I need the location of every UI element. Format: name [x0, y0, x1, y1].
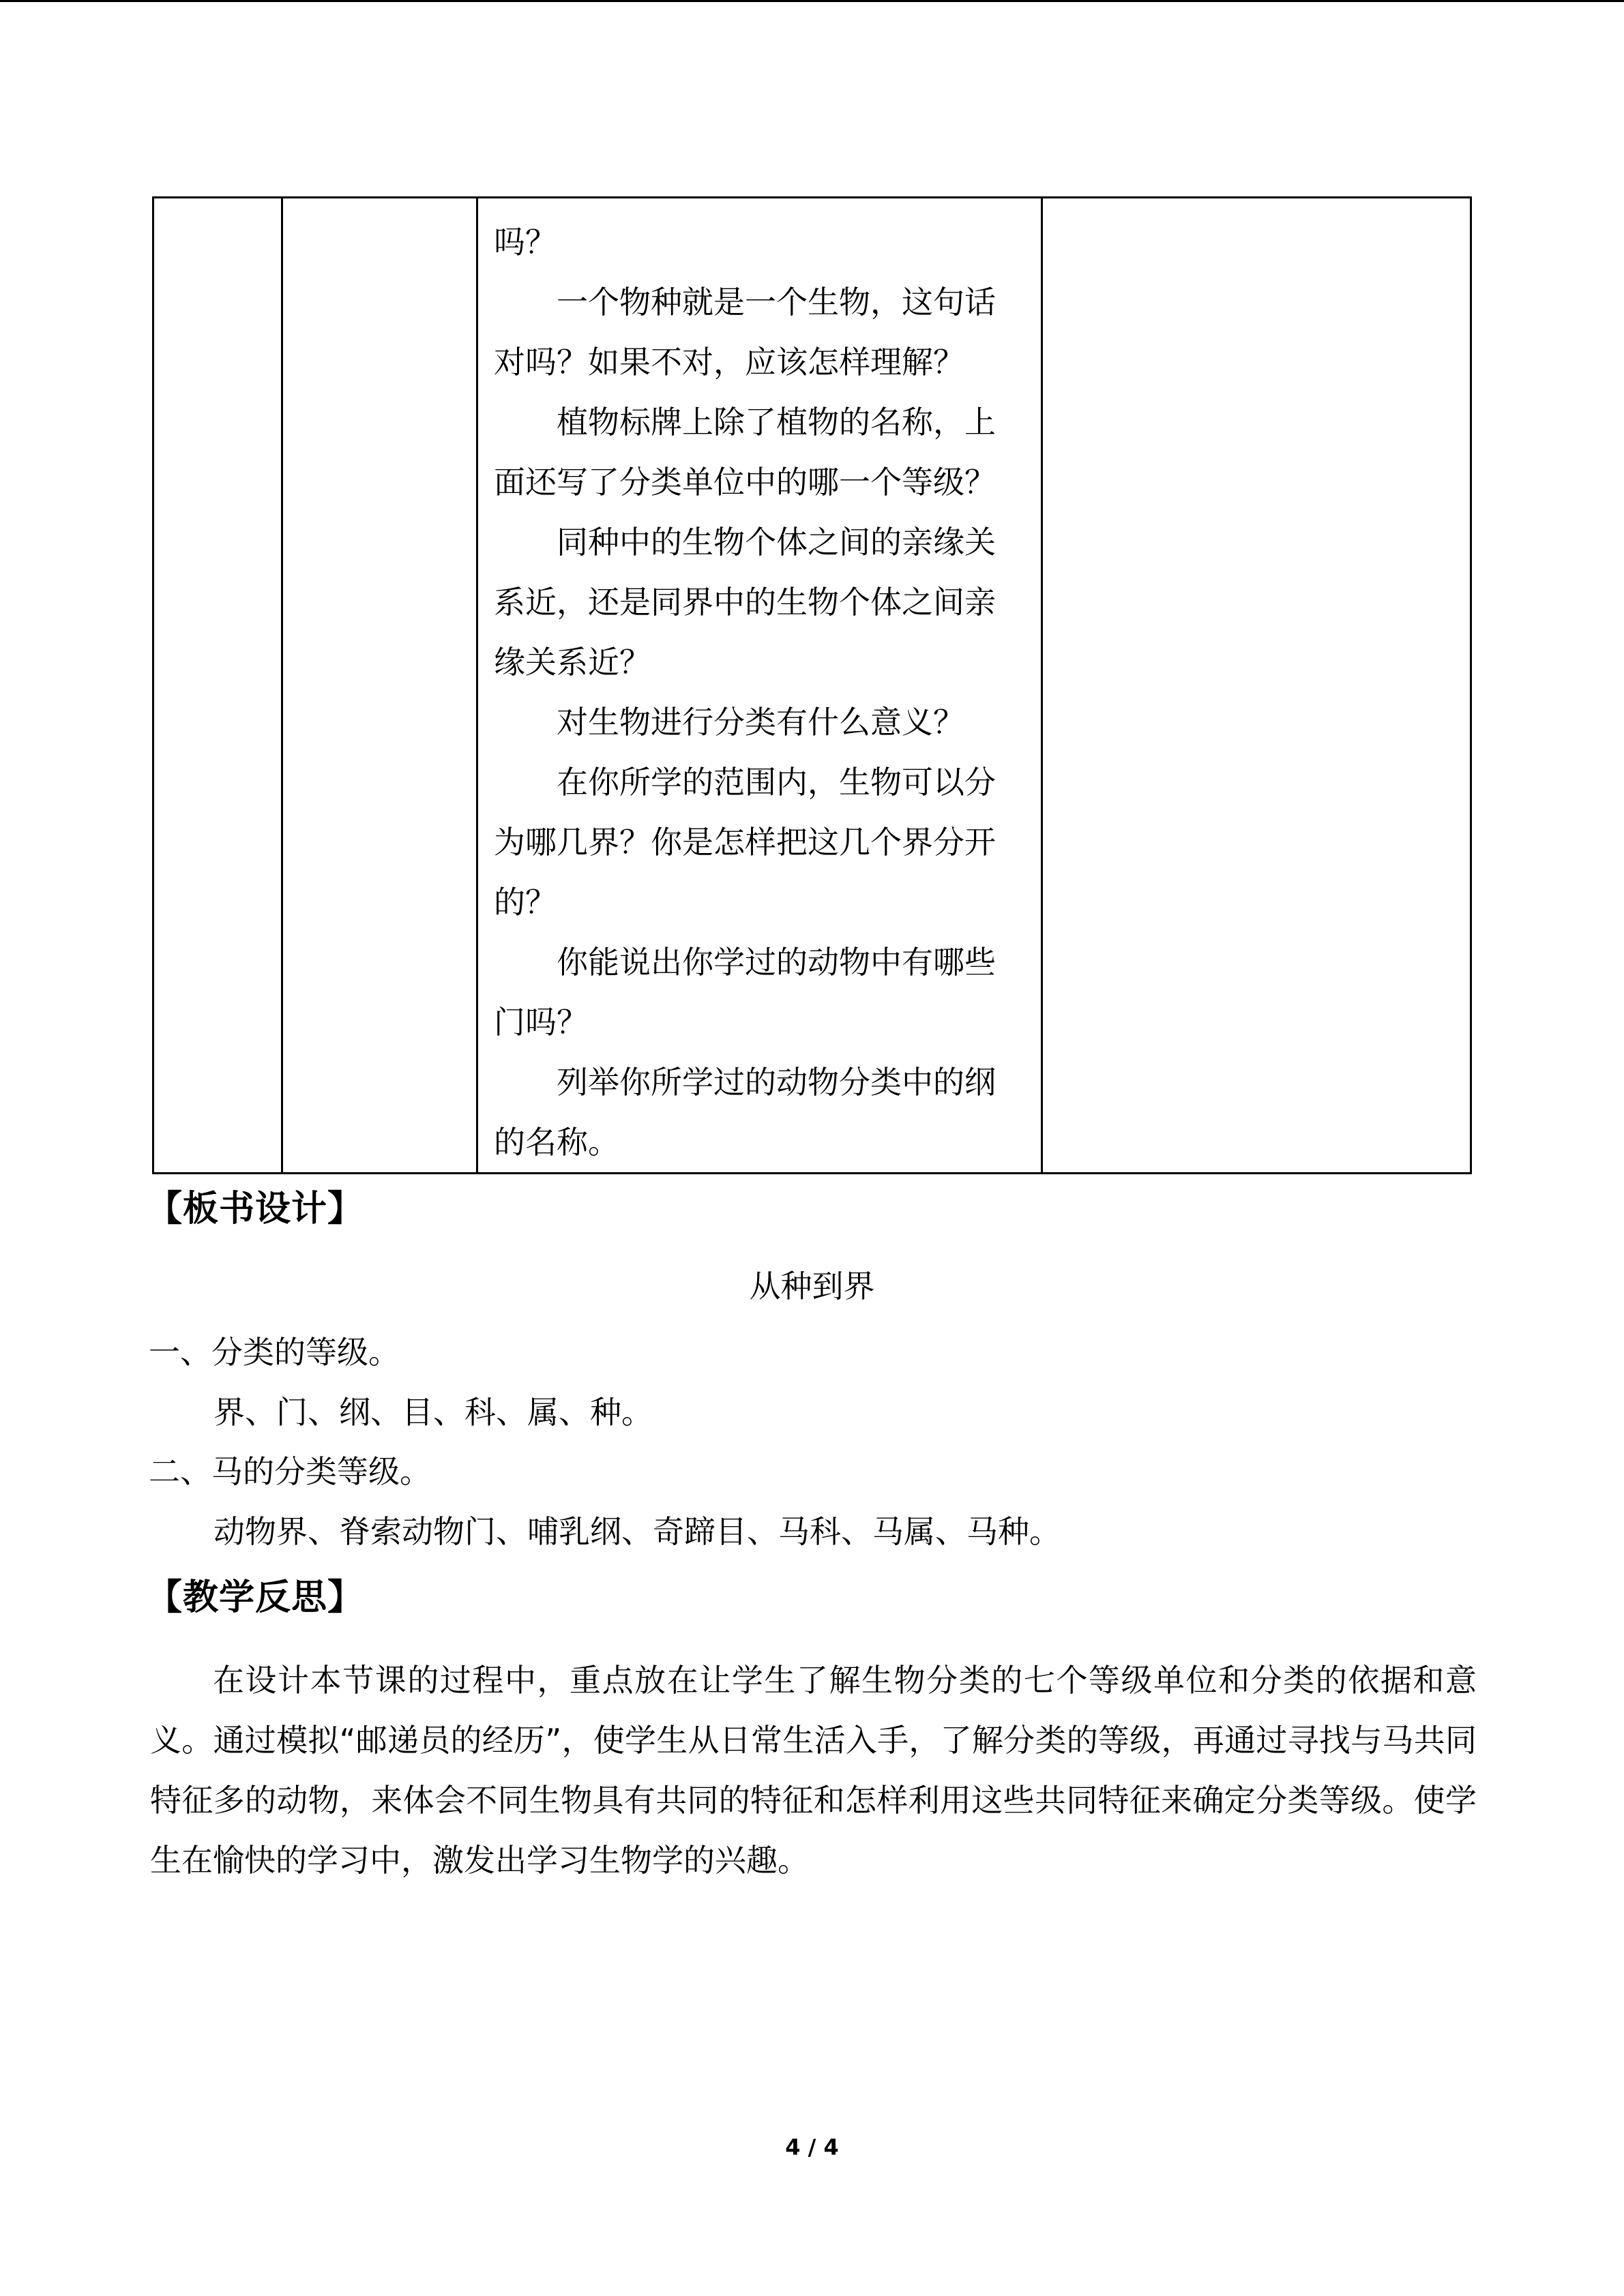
question-list — [478, 198, 1041, 1172]
question-line: 对生物进行分类有什么意义？ — [557, 704, 964, 741]
board-design-heading: 【板书设计】 — [147, 1189, 364, 1229]
question-line: 缘关系近？ — [494, 644, 651, 681]
table-cell-teacher — [282, 198, 477, 1174]
question-line: 列举你所学过的动物分类中的纲 — [557, 1064, 996, 1101]
question-line: 的名称。 — [494, 1124, 619, 1161]
table-cell-stage — [153, 198, 282, 1174]
page-number: 4 / 4 — [785, 2134, 839, 2160]
question-line: 植物标牌上除了植物的名称，上 — [557, 404, 996, 441]
question-line: 你能说出你学过的动物中有哪些 — [557, 944, 996, 981]
question-line: 系近，还是同界中的生物个体之间亲 — [494, 584, 996, 621]
table-cell-notes — [1042, 198, 1471, 1174]
lesson-table — [152, 196, 1472, 1174]
question-line: 面还写了分类单位中的哪一个等级？ — [494, 464, 996, 501]
question-line: 吗？ — [494, 224, 557, 260]
board-item1-title: 一、分类的等级。 — [149, 1334, 400, 1371]
page-top-border — [0, 0, 1624, 2]
board-item1-content: 界、门、纲、目、科、属、种。 — [213, 1394, 653, 1431]
board-title: 从种到界 — [749, 1268, 875, 1304]
reflection-paragraph: 在设计本节课的过程中，重点放在让学生了解生物分类的七个等级单位和分类的依据和意义。通过模拟“邮递员的经历”，使学生从日常生活入手，了解分类的等级，再通过寻找与马共同特征多的动物，来体会不同生物具有共同的特征和怎样利用这些共同特征来确定分类等级。使学生在愉快的学习中，激发出学习生物学的兴趣。 — [150, 1662, 1477, 1879]
question-line: 一个物种就是一个生物，这句话 — [557, 284, 996, 320]
table-row — [153, 198, 1471, 1174]
question-line: 的？ — [494, 884, 557, 921]
question-line: 在你所学的范围内，生物可以分 — [557, 764, 996, 801]
reflection-heading: 【教学反思】 — [147, 1577, 364, 1618]
question-line: 为哪几界？你是怎样把这几个界分开 — [494, 824, 996, 861]
board-item2-title: 二、马的分类等级。 — [149, 1453, 431, 1490]
table-cell-questions — [477, 198, 1042, 1174]
question-line: 同种中的生物个体之间的亲缘关 — [557, 524, 996, 561]
board-item2-content: 动物界、脊索动物门、哺乳纲、奇蹄目、马科、马属、马种。 — [213, 1513, 1061, 1550]
question-line: 门吗？ — [494, 1004, 588, 1041]
question-line: 对吗？如果不对，应该怎样理解？ — [494, 344, 964, 381]
